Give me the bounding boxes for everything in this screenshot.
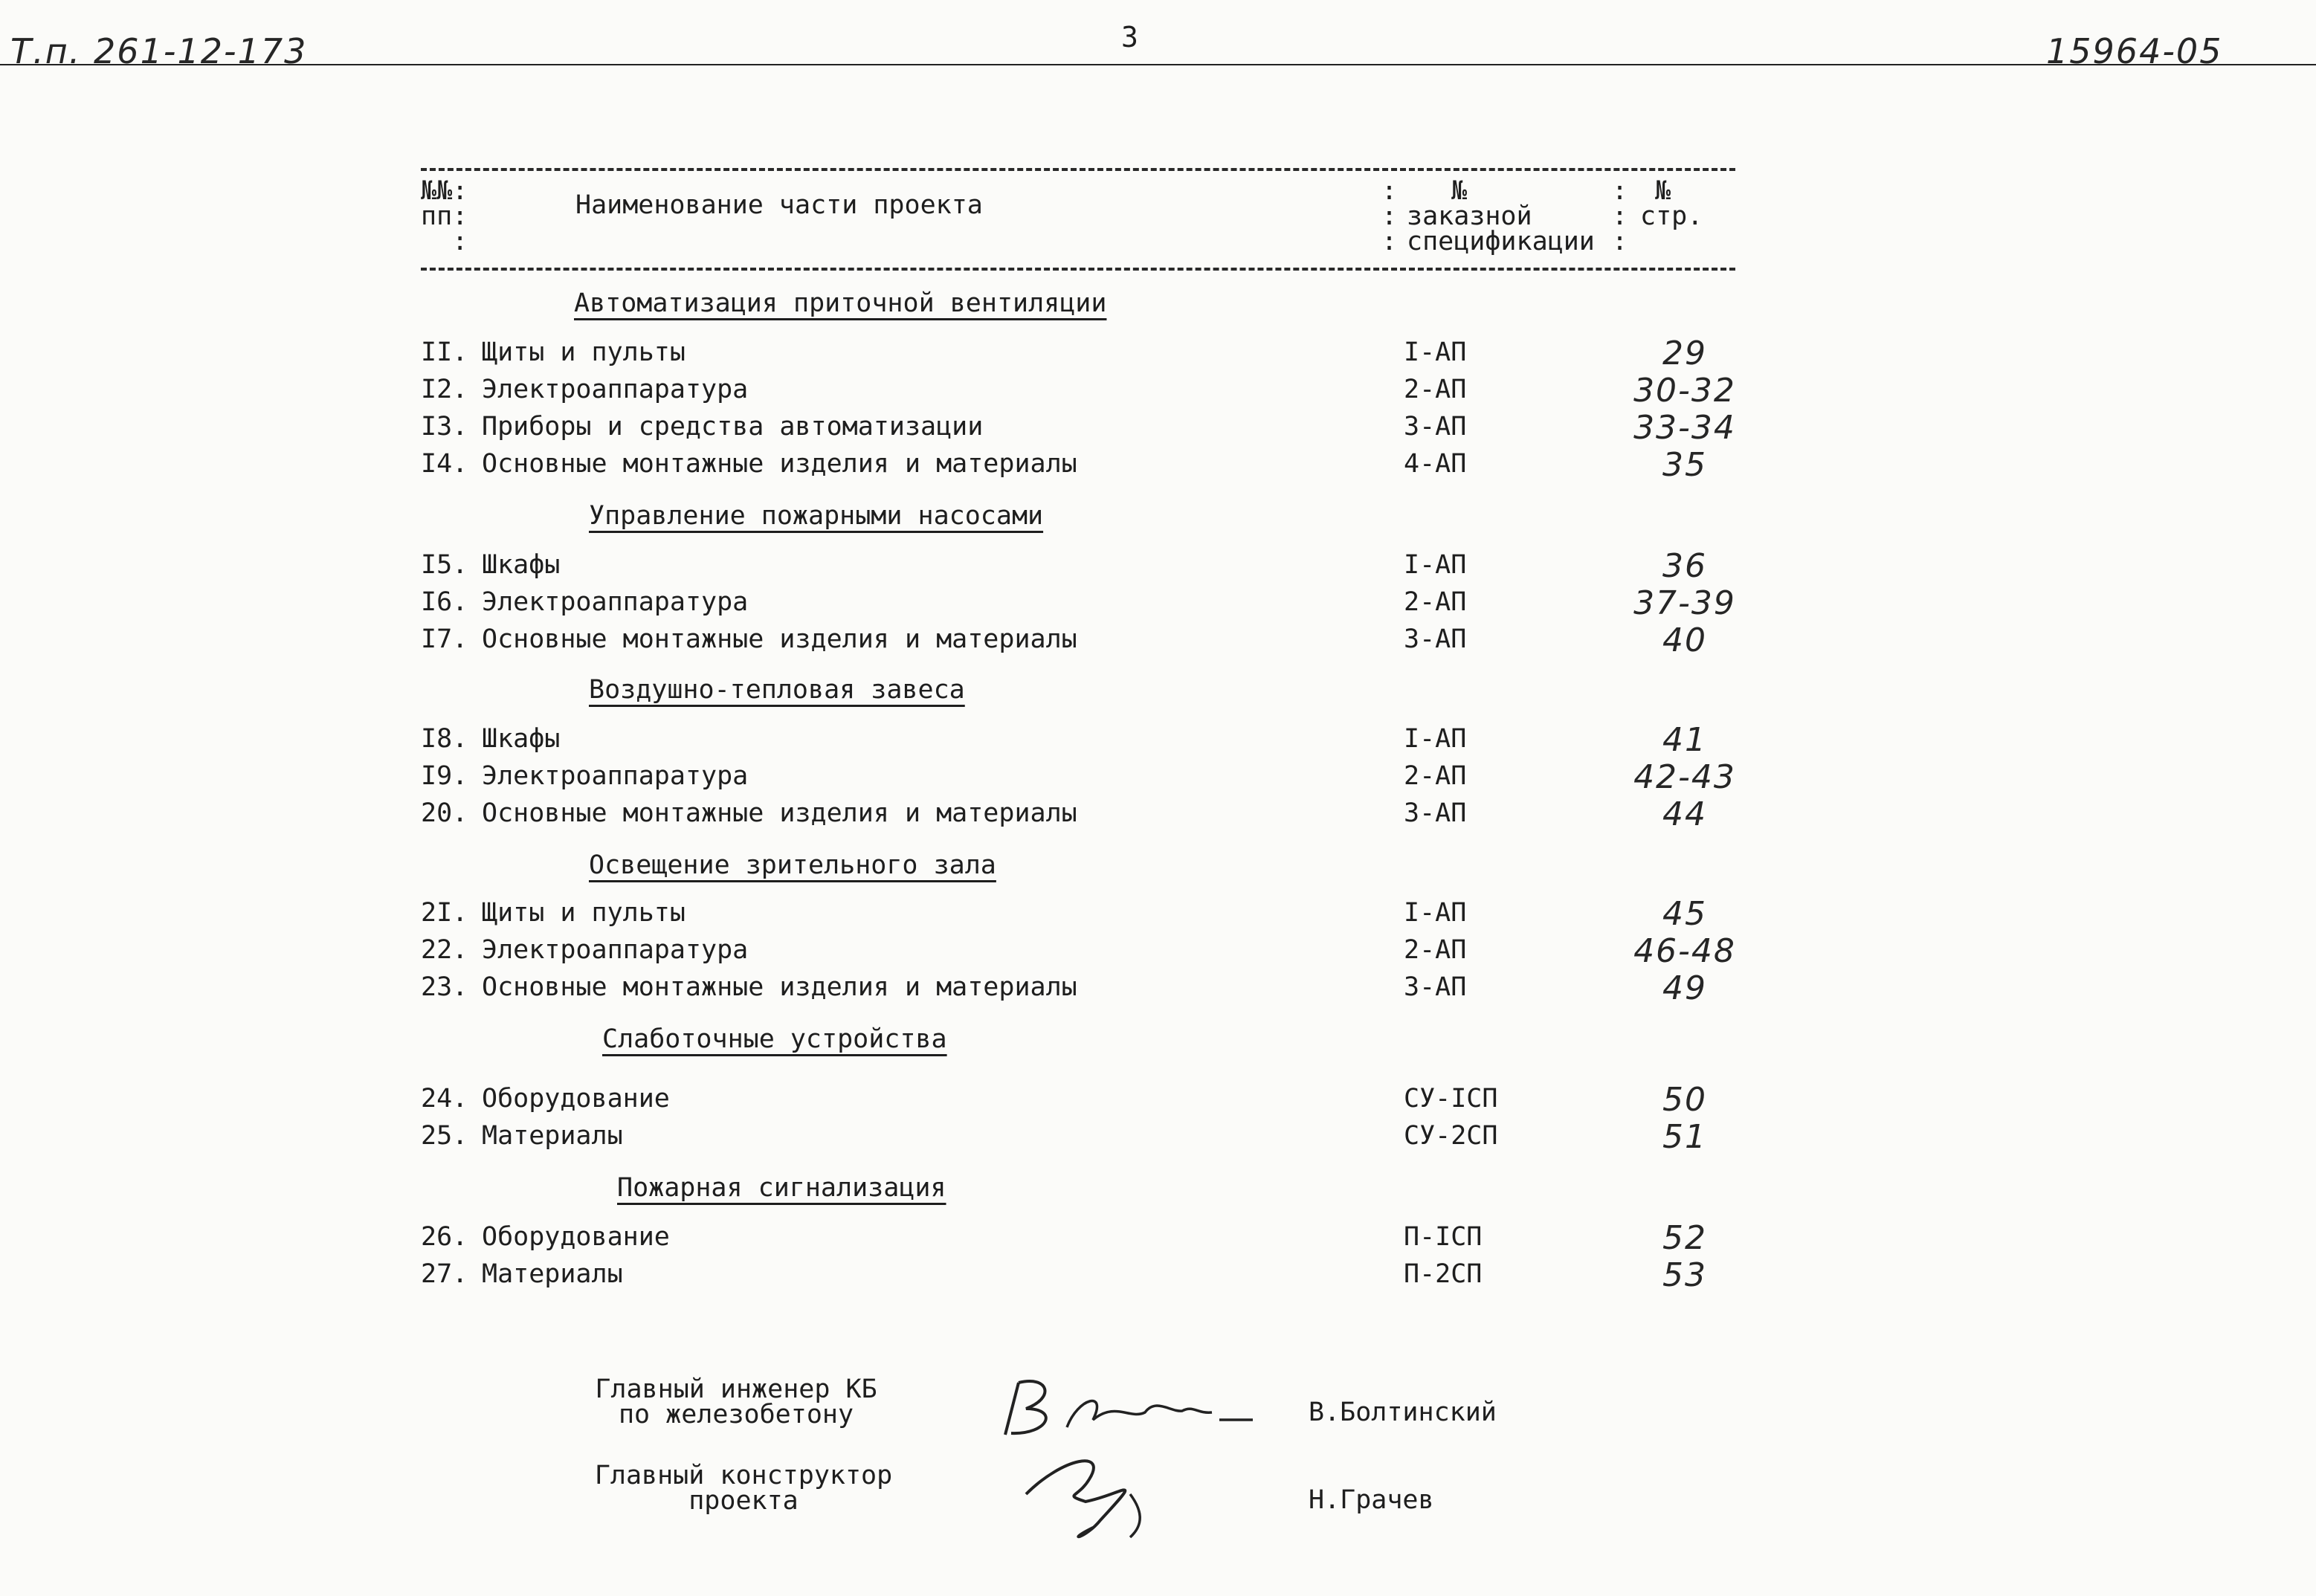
table-row [421, 1219, 1759, 1259]
row-name: Основные монтажные изделия и материалы [482, 449, 1077, 479]
row-name: Щиты и пульты [482, 898, 686, 928]
row-number: I3. [421, 412, 468, 442]
table-row [421, 584, 1759, 624]
table-row [421, 795, 1759, 836]
table-row [421, 721, 1759, 761]
document-code: Т.п. 261-12-173 [10, 31, 308, 71]
table-row [421, 1081, 1759, 1121]
row-page: 44 [1662, 795, 1707, 833]
row-name: Электроаппаратура [482, 587, 749, 617]
table-row [421, 1118, 1759, 1158]
row-name: Материалы [482, 1121, 623, 1151]
row-page: 35 [1662, 446, 1707, 484]
row-spec: П-2СП [1404, 1259, 1483, 1289]
row-number: 25. [421, 1121, 468, 1151]
row-spec: 2-АП [1404, 761, 1467, 791]
row-spec: 2-АП [1404, 375, 1467, 404]
table-header-top-rule [421, 168, 1735, 171]
row-number: I7. [421, 624, 468, 654]
row-page: 50 [1662, 1081, 1707, 1119]
row-spec: 3-АП [1404, 972, 1467, 1002]
header-rule [0, 64, 2316, 65]
row-spec: СУ-IСП [1404, 1084, 1498, 1114]
row-name: Электроаппаратура [482, 935, 749, 965]
page-number: 3 [1121, 21, 1138, 54]
row-page: 42-43 [1633, 758, 1736, 796]
row-name: Шкафы [482, 550, 561, 580]
column-separator: : : : [1612, 176, 1628, 256]
row-name: Основные монтажные изделия и материалы [482, 798, 1077, 828]
handwritten-signature [996, 1368, 1264, 1450]
table-row [421, 932, 1759, 972]
row-page: 45 [1662, 895, 1707, 933]
row-page: 51 [1662, 1118, 1707, 1156]
table-header-bottom-rule [421, 268, 1735, 271]
row-spec: СУ-2СП [1404, 1121, 1498, 1151]
row-spec: I-АП [1404, 337, 1467, 367]
table-row [421, 446, 1759, 486]
row-number: I4. [421, 449, 468, 479]
row-name: Приборы и средства автоматизации [482, 412, 984, 442]
table-row [421, 372, 1759, 412]
row-number: 24. [421, 1084, 468, 1114]
section-title: Управление пожарными насосами [589, 501, 1044, 531]
table-row [421, 409, 1759, 449]
column-header-page: № стр. [1640, 176, 1703, 231]
row-number: 2I. [421, 898, 468, 928]
row-page: 37-39 [1633, 584, 1736, 622]
row-spec: 2-АП [1404, 935, 1467, 965]
column-header-name: Наименование части проекта [575, 190, 983, 220]
row-name: Щиты и пульты [482, 337, 686, 367]
row-spec: 4-АП [1404, 449, 1467, 479]
section-title: Слаботочные устройства [602, 1024, 947, 1054]
section-title: Воздушно-тепловая завеса [589, 675, 965, 705]
row-name: Основные монтажные изделия и материалы [482, 624, 1077, 654]
table-row [421, 621, 1759, 662]
row-number: I2. [421, 375, 468, 404]
row-number: 23. [421, 972, 468, 1002]
signatory-name: В.Болтинский [1309, 1398, 1497, 1427]
signatory-title: Главный конструктор проекта [594, 1461, 893, 1516]
signatory-name: Н.Грачев [1309, 1485, 1434, 1515]
section-title: Освещение зрительного зала [589, 850, 996, 880]
row-spec: I-АП [1404, 550, 1467, 580]
archive-number: 15964-05 [2046, 31, 2223, 71]
row-number: 20. [421, 798, 468, 828]
row-name: Оборудование [482, 1222, 670, 1252]
row-page: 46-48 [1633, 932, 1736, 970]
row-spec: I-АП [1404, 724, 1467, 754]
row-number: I6. [421, 587, 468, 617]
column-header-number: №№: пп: : [421, 176, 468, 256]
row-name: Шкафы [482, 724, 561, 754]
row-page: 49 [1662, 969, 1707, 1007]
table-row [421, 547, 1759, 587]
row-page: 40 [1662, 621, 1707, 659]
row-page: 33-34 [1633, 409, 1736, 447]
row-number: 27. [421, 1259, 468, 1289]
row-number: I8. [421, 724, 468, 754]
handwritten-signature [1019, 1450, 1182, 1546]
row-number: 22. [421, 935, 468, 965]
row-spec: П-IСП [1404, 1222, 1483, 1252]
table-row [421, 337, 1759, 375]
row-number: I5. [421, 550, 468, 580]
row-number: II. [421, 337, 468, 367]
row-page: 53 [1662, 1256, 1707, 1294]
row-spec: I-АП [1404, 898, 1467, 928]
table-row [421, 969, 1759, 1009]
row-number: 26. [421, 1222, 468, 1252]
row-spec: 3-АП [1404, 798, 1467, 828]
column-separator: : : : [1381, 176, 1398, 256]
row-page: 41 [1662, 721, 1707, 759]
row-name: Оборудование [482, 1084, 670, 1114]
row-spec: 2-АП [1404, 587, 1467, 617]
column-header-spec: № заказной спецификации [1407, 176, 1595, 256]
section-title: Пожарная сигнализация [617, 1173, 946, 1203]
row-page: 30-32 [1633, 372, 1736, 410]
row-name: Основные монтажные изделия и материалы [482, 972, 1077, 1002]
row-name: Электроаппаратура [482, 761, 749, 791]
row-number: I9. [421, 761, 468, 791]
row-spec: 3-АП [1404, 624, 1467, 654]
row-page: 52 [1662, 1219, 1707, 1257]
row-page: 36 [1662, 547, 1707, 585]
row-name: Электроаппаратура [482, 375, 749, 404]
table-row [421, 1256, 1759, 1296]
row-spec: 3-АП [1404, 412, 1467, 442]
table-row [421, 895, 1759, 935]
signatory-title: Главный инженер КБ по железобетону [595, 1374, 877, 1429]
table-row [421, 758, 1759, 798]
row-page: 29 [1662, 335, 1707, 372]
section-title: Автоматизация приточной вентиляции [574, 288, 1107, 318]
row-name: Материалы [482, 1259, 623, 1289]
